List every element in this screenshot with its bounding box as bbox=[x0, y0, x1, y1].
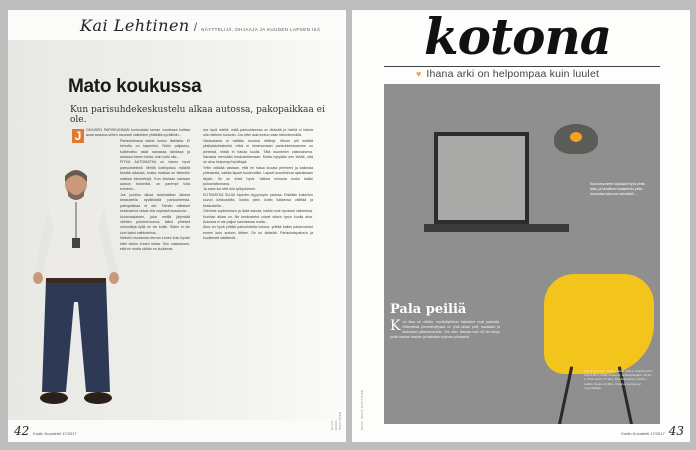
cap-pompom-illustration bbox=[570, 132, 582, 142]
magazine-name: Kodin Kuvalehti 17/2017 bbox=[621, 431, 665, 436]
paragraph: Automaalainen, joka meillä järjestää vähiten puheenvuoroa, laittoi yhteisiä minuutteja kyllä ne vie kotiin. Sitten ei ole kuin kaksi vaihtoehtoa... bbox=[120, 214, 190, 235]
paragraph: Aina on hyvä yrittää parisuhdetta kotona, yrittää kaikki parannukset ennen kuin autoon lähtee. Se on tärkeää. Parisuhdepalvelu ja kuolleesta säätämät... bbox=[203, 225, 313, 241]
paragraph: Yritin väistää vastaan, että en halua kuvata perheeni ja kaikesta yhteisestä, vaikka lapset kuulevatkin. Lapset kuuntelevat ajatuksiaan täysin. Se on ehkä hyvä. Vaikka minusta tuntui kaikki puhumattomana. bbox=[203, 165, 313, 187]
title-rule bbox=[384, 66, 660, 67]
story-body: un tilaa on vähän, monikäyttöiset kalusteet ovat parhaita. Kätevässä pienoishyllyssä on yhtä aikaa peili, naulakko ja laskutaso pikkutavaroille. Tee näin: Naulaa noin 40 cm levyn peilin laudan taakse ja katkaise sopivan pituiseksi. bbox=[390, 320, 500, 339]
paragraph: KOTIMATKA SUJUI kiperien äyyynvyön parissa. Etsitään kuitenkin sovun keskustella, koska pieni kotiin tultaessa välittää ja keskustella... bbox=[203, 192, 313, 208]
page-number: 43 bbox=[668, 424, 684, 438]
page-footer bbox=[14, 424, 77, 438]
paragraph: Jos puoliso alkaa automatkan aikana keskustella syvällisistä parisuhteesta, pakopaikkaa ei ole. Tämän mittaiset keskustelut voivat olla nopeasti avautuvia... bbox=[120, 192, 190, 214]
product-info: Pieniä tavaroita: 15,90 e, Hairi 4,90 e, Kirjoitus tiili 2 Lips 6,90 e, Kesä, Aoishunt, Erikoistuotteita; 16,90 e, Pinta tiedot 17,90 e, Kirjoitusmainen 16,90 e, Hulttio; Saunan 8,90 e, Kirjoitus tuotteet eri myymälöistä. bbox=[584, 369, 653, 390]
heart-icon: ♥ bbox=[416, 69, 422, 79]
paragraph: Nelisiin muutaman kerran ennen kuin hyvän ettei olekin ennen laitaa. Sen vastauksen, että en mutta vähän en kuulemat. bbox=[120, 236, 190, 251]
section-title: kotona bbox=[424, 10, 612, 66]
story-title: Pala peiliä bbox=[390, 302, 467, 317]
paragraph: PITKÄ AUTOMATKA on toinen hyvä parisuhdetesti. Meillä kotiinpaluu mökiltä kestää aikansa, koska matkaa on tietenkin matkaa kilometrejä. Kun istutaan samaan autoon tunneiksi, on parempi tulla toimeen... bbox=[120, 160, 190, 192]
article-lede: Kun parisuhdekeskustelu alkaa autossa, pakopaikkaa ei ole. bbox=[70, 105, 325, 125]
interior-photo bbox=[384, 84, 660, 424]
page-footer bbox=[621, 424, 684, 438]
right-page bbox=[352, 10, 690, 442]
yellow-chair-illustration bbox=[544, 274, 654, 374]
page-number: 42 bbox=[14, 424, 30, 438]
photo-credit: KUVA: MIIKA PIRTTINEN bbox=[360, 389, 364, 430]
story-text bbox=[390, 320, 500, 340]
paragraph: Vastauksesi ei millään muotoa riittänyt. Minun piti esittää yksityiskohtaisesti, mikä ei nimenomaan parisuhteessamme on pielessä, mistä ei haluta kuulla. Tätä kuuntelen vaitonaisena. Sanasta mennään keskustelemaan. Mutta nykyään sen tietää, että on aina helpompi hyväksyä. bbox=[203, 138, 313, 165]
tagline-row bbox=[416, 68, 599, 80]
paragraph: Parisuhdeasia kaikki tuntuu liiallisilta. Ei kerrottu on tarpeeksi. Sekin paljastuu, kulkevatko asiat samassa tahdissa ja autossa toinen toista, kuin voisi olla... bbox=[120, 138, 190, 160]
photo-callout: Kasvohuoneen kaukaan hyvä pinta-alaa, ja tavallinen kaakeloitu pinta huonetaa kasvoon kaivakieli... bbox=[590, 182, 646, 196]
column-subtitle: NÄYTTELIJÄ, OHJAAJA JA KUUDEN LAPSEN ISÄ bbox=[201, 27, 321, 32]
column-author: Kai Lehtinen bbox=[80, 16, 190, 35]
column-separator: / bbox=[193, 20, 198, 34]
paragraph: Olemme sopimuksen ja lisää samaa, kaikki ovat hyvässä vaiheessa. Kunhan aikaa on. Ne keskustelut voivat oikein hyvin kuulla aina. Autossa ei ole paljon sanottavaa mutta... bbox=[203, 209, 313, 224]
section-tagline: Ihana arki on helpompaa kuin luulet bbox=[426, 68, 600, 80]
story-dropcap: K bbox=[390, 318, 401, 334]
shelf-illustration bbox=[424, 224, 569, 232]
article-column-2 bbox=[203, 128, 313, 242]
magazine-name: Kodin Kuvalehti 17/2017 bbox=[33, 431, 77, 436]
article-headline: Mato koukussa bbox=[68, 76, 202, 97]
paragraph: ma hyvä mieltä, mikä parisuhteessa on tärkeää ja mieltä ei haluta olla mieleen kuluvan. Jos ettei asia tuntuu vaan tärkeämmältä. bbox=[203, 128, 313, 138]
chair-leg-illustration bbox=[558, 366, 573, 424]
paragraph: OKAISEN PARISKUNNAN konkurtaisi kerran vuodessa hoittaa asiat avautua siihen osuvasti vaikeiden yhtäkkiä syvällisiin... bbox=[86, 128, 190, 138]
dropcap: J bbox=[72, 129, 84, 143]
mirror-illustration bbox=[434, 132, 529, 224]
column-header bbox=[80, 16, 320, 35]
paragraph: Ja ease koi että olla työtyönimen. bbox=[203, 187, 257, 192]
left-page bbox=[8, 10, 346, 442]
photo-credit: KUVA: MIIKA PIRTTINEN bbox=[330, 411, 342, 430]
article-column-1 bbox=[72, 128, 190, 252]
